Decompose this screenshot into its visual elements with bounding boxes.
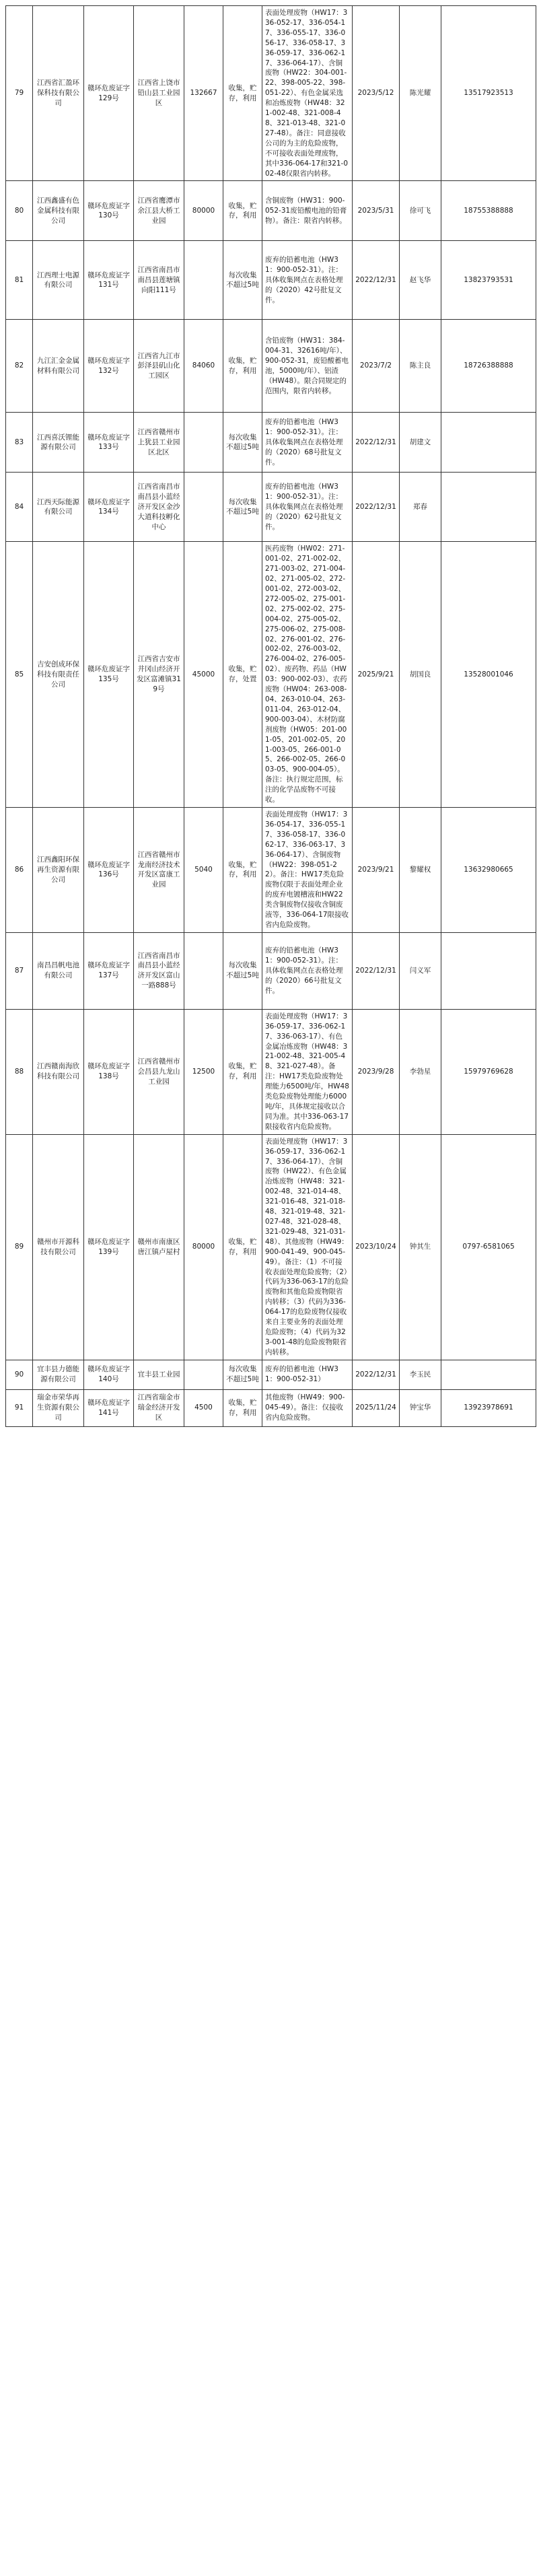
contact-phone <box>441 1360 536 1389</box>
table-row <box>6 473 536 542</box>
company-name: 江西鑫盛有色金属科技有限公司 <box>33 181 84 241</box>
capacity-value: 80000 <box>184 1134 223 1360</box>
waste-categories: 废弃的铅蓄电池（HW31：900-052-31）。注：具体收集网点在表格处理的（2020）68号批复文件。 <box>262 413 353 473</box>
contact-person: 郑春 <box>400 473 441 542</box>
table-row <box>6 1389 536 1426</box>
contact-phone: 13632980665 <box>441 807 536 932</box>
company-name: 江西天际能源有限公司 <box>33 473 84 542</box>
company-name: 吉安创成环保科技有限责任公司 <box>33 542 84 808</box>
contact-person: 陈主良 <box>400 320 441 413</box>
contact-phone <box>441 413 536 473</box>
valid-date: 2022/12/31 <box>353 241 400 320</box>
capacity-value <box>184 241 223 320</box>
table-row <box>6 181 536 241</box>
company-address: 江西省赣州市龙南经济技术开发区富康工业园 <box>134 807 184 932</box>
valid-date: 2023/9/28 <box>353 1009 400 1134</box>
company-name: 赣州市开源科技有限公司 <box>33 1134 84 1360</box>
contact-person: 李玉民 <box>400 1360 441 1389</box>
capacity-value: 84060 <box>184 320 223 413</box>
operation-mode: 收集，贮存，利用 <box>223 1134 262 1360</box>
contact-phone <box>441 932 536 1009</box>
company-name: 南昌昌帆电池有限公司 <box>33 932 84 1009</box>
company-address: 江西省赣州市会昌县九龙山工业园 <box>134 1009 184 1134</box>
capacity-value: 12500 <box>184 1009 223 1134</box>
valid-date: 2022/12/31 <box>353 413 400 473</box>
permit-number: 赣环危废证字139号 <box>84 1134 134 1360</box>
contact-person: 徐可飞 <box>400 181 441 241</box>
contact-person: 陈光耀 <box>400 6 441 181</box>
operation-mode: 每次收集不超过5吨 <box>223 413 262 473</box>
operation-mode: 每次收集不超过5吨 <box>223 473 262 542</box>
permit-number: 赣环危废证字132号 <box>84 320 134 413</box>
operation-mode: 收集，贮存，处置 <box>223 542 262 808</box>
contact-phone <box>441 473 536 542</box>
permit-number: 赣环危废证字133号 <box>84 413 134 473</box>
operation-mode: 收集，贮存，利用 <box>223 1009 262 1134</box>
permit-number: 赣环危废证字135号 <box>84 542 134 808</box>
company-address: 江西省上饶市铅山县工业园区 <box>134 6 184 181</box>
company-address: 宜丰县工业园 <box>134 1360 184 1389</box>
capacity-value: 5040 <box>184 807 223 932</box>
contact-phone: 0797-6581065 <box>441 1134 536 1360</box>
waste-categories: 废弃的铅蓄电池（HW31：900-052-31）。注：具体收集网点在表格处理的（2020）66号批复文件。 <box>262 932 353 1009</box>
operation-mode: 每次收集不超过5吨 <box>223 241 262 320</box>
company-name: 江西赣南海欣科技有限公司 <box>33 1009 84 1134</box>
capacity-value: 132667 <box>184 6 223 181</box>
company-name: 江西喜沃锂能源有限公司 <box>33 413 84 473</box>
waste-categories: 含铅废物（HW31：384-004-31、32616吨/年）、900-052-31，废铅酸蓄电池，5000吨/年）、铝渣（HW48）。限合同规定的范围内，限省内转移。 <box>262 320 353 413</box>
row-number: 81 <box>6 241 33 320</box>
row-number: 86 <box>6 807 33 932</box>
table-row <box>6 6 536 181</box>
operation-mode: 收集，贮存，利用 <box>223 807 262 932</box>
waste-categories: 医药废物（HW02：271-001-02、271-002-02、271-003-02、271-004-02、271-005-02、272-001-02、272-003-02、272-005-02、275-001-02、275-002-02、275-004-02、275-005-02、275-006-02、275-008-02、276-001-02、276-002-02、276-003-02、276-004-02、276-005-02）、废药物、药品（HW03：900-002-03）、农药废物（HW04：263-008-04、263-010-04、263-011-04、263-012-04、900-003-04）、木材防腐剂废物（HW05：201-001-05、201-002-05、201-003-05、266-001-05、266-002-05、266-003-05、900-004-05）。备注：执行规定范围，标注的化学品废物不可接收。 <box>262 542 353 808</box>
contact-person: 黎耀权 <box>400 807 441 932</box>
operation-mode: 每次收集不超过5吨 <box>223 1360 262 1389</box>
table-row <box>6 932 536 1009</box>
company-name: 宜丰县力德能源有限公司 <box>33 1360 84 1389</box>
contact-person: 钟其生 <box>400 1134 441 1360</box>
company-address: 江西省南昌市南昌县小蓝经济开发区金沙大道科技孵化中心 <box>134 473 184 542</box>
valid-date: 2023/10/24 <box>353 1134 400 1360</box>
company-name: 江西理士电源有限公司 <box>33 241 84 320</box>
contact-phone: 18755388888 <box>441 181 536 241</box>
table-row <box>6 542 536 808</box>
capacity-value: 80000 <box>184 181 223 241</box>
row-number: 90 <box>6 1360 33 1389</box>
operation-mode: 收集，贮存，利用 <box>223 6 262 181</box>
company-name: 江西鑫阳环保再生资源有限公司 <box>33 807 84 932</box>
contact-person: 赵飞华 <box>400 241 441 320</box>
waste-categories: 表面处理废物（HW17：336-052-17、336-054-17、336-055-17、336-056-17、336-058-17、336-059-17、336-062-17、336-064-17）、含铜废物（HW22：304-001-22、398-005-22、398-051-22）、有色金属采选和冶炼废物（HW48：321-002-48、321-008-48、321-013-48、321-027-48）。备注：同意接收公司的为主的危险废物，不可接收表面处理废物，其中336-064-17和321-002-48仅限省内转移。 <box>262 6 353 181</box>
table-row <box>6 413 536 473</box>
permit-number: 赣环危废证字130号 <box>84 181 134 241</box>
valid-date: 2022/12/31 <box>353 1360 400 1389</box>
waste-categories: 废弃的铅蓄电池（HW31：900-052-31） <box>262 1360 353 1389</box>
table-body <box>6 6 536 1427</box>
contact-phone: 13528001046 <box>441 542 536 808</box>
company-address: 江西省南昌市南昌县莲塘镇向阳111号 <box>134 241 184 320</box>
table-row <box>6 1360 536 1389</box>
row-number: 87 <box>6 932 33 1009</box>
row-number: 91 <box>6 1389 33 1426</box>
contact-phone: 13923978691 <box>441 1389 536 1426</box>
permit-number: 赣环危废证字131号 <box>84 241 134 320</box>
company-address: 江西省九江市彭泽县矶山化工园区 <box>134 320 184 413</box>
waste-categories: 表面处理废物（HW17：336-054-17、336-055-17、336-058-17、336-062-17、336-063-17、336-064-17）、含铜废物（HW22：398-051-22）。备注：HW17类危险废物仅限于表面处理企业的废弃电镀槽液和HW22类含铜废物仅接收含铜废液等，336-064-17限接收省内危险废物。 <box>262 807 353 932</box>
row-number: 88 <box>6 1009 33 1134</box>
permit-number: 赣环危废证字138号 <box>84 1009 134 1134</box>
contact-person: 闫义军 <box>400 932 441 1009</box>
contact-person: 胡国良 <box>400 542 441 808</box>
table-row <box>6 241 536 320</box>
waste-categories: 表面处理废物（HW17：336-059-17、336-062-17、336-064-17）、含铜废物（HW22）、有色金属冶炼废物（HW48：321-002-48、321-014-48、321-016-48、321-018-48、321-019-48、321-027-48、321-028-48、321-029-48、321-031-48）、其他废物（HW49：900-041-49、900-045-49）。备注：（1）不可接收表面处理危险废物；（2）代码为336-063-17的危险废物和其他危险废物限省内转移；（3）代码为336-064-17的危险废物仅接收来自主要业务的表面处理危险废物；（4）代码为323-001-48的危险废物限省内转移。 <box>262 1134 353 1360</box>
row-number: 82 <box>6 320 33 413</box>
company-name: 江西省汇盈环保科技有限公司 <box>33 6 84 181</box>
capacity-value <box>184 413 223 473</box>
valid-date: 2025/11/24 <box>353 1389 400 1426</box>
operation-mode: 收集，贮存，利用 <box>223 1389 262 1426</box>
valid-date: 2022/12/31 <box>353 473 400 542</box>
company-address: 江西省鹰潭市余江县大桥工业园 <box>134 181 184 241</box>
company-name: 瑞金市荣华再生资源有限公司 <box>33 1389 84 1426</box>
valid-date: 2023/5/12 <box>353 6 400 181</box>
row-number: 79 <box>6 6 33 181</box>
valid-date: 2023/7/2 <box>353 320 400 413</box>
company-address: 赣州市南康区唐江镇卢屋村 <box>134 1134 184 1360</box>
table-row <box>6 1134 536 1360</box>
contact-person: 钟宝华 <box>400 1389 441 1426</box>
capacity-value <box>184 473 223 542</box>
capacity-value: 4500 <box>184 1389 223 1426</box>
company-name: 九江汇金金属材料有限公司 <box>33 320 84 413</box>
row-number: 84 <box>6 473 33 542</box>
waste-categories: 废弃的铅蓄电池（HW31：900-052-31）。注：具体收集网点在表格处理的（2020）42号批复文件。 <box>262 241 353 320</box>
table-row <box>6 1009 536 1134</box>
valid-date: 2025/9/21 <box>353 542 400 808</box>
contact-person: 李勃星 <box>400 1009 441 1134</box>
operation-mode: 每次收集不超过5吨 <box>223 932 262 1009</box>
permit-number: 赣环危废证字134号 <box>84 473 134 542</box>
operation-mode: 收集，贮存，利用 <box>223 320 262 413</box>
row-number: 85 <box>6 542 33 808</box>
permit-number: 赣环危废证字140号 <box>84 1360 134 1389</box>
row-number: 83 <box>6 413 33 473</box>
valid-date: 2023/9/21 <box>353 807 400 932</box>
company-address: 江西省南昌市南昌县小蓝经济开发区富山一路888号 <box>134 932 184 1009</box>
contact-phone: 13823793531 <box>441 241 536 320</box>
capacity-value <box>184 932 223 1009</box>
capacity-value: 45000 <box>184 542 223 808</box>
row-number: 89 <box>6 1134 33 1360</box>
permit-number: 赣环危废证字129号 <box>84 6 134 181</box>
company-address: 江西省吉安市井冈山经济开发区富滩镇319号 <box>134 542 184 808</box>
waste-categories: 含铜废物（HW31：900-052-31废铅酸电池的铅膏物）。备注：限省内转移。 <box>262 181 353 241</box>
capacity-value <box>184 1360 223 1389</box>
waste-categories: 其他废物（HW49：900-045-49）。备注：仅接收省内危险废物。 <box>262 1389 353 1426</box>
contact-person: 胡建文 <box>400 413 441 473</box>
company-address: 江西省瑞金市瑞金经济开发区 <box>134 1389 184 1426</box>
contact-phone: 13517923513 <box>441 6 536 181</box>
valid-date: 2023/5/31 <box>353 181 400 241</box>
waste-categories: 表面处理废物（HW17：336-059-17、336-062-17、336-063-17）、有色金属冶炼废物（HW48：321-002-48、321-005-48、321-027-48）。备注：HW17类危险废物处理能力6500吨/年，HW48类危险废物处理能力6000吨/年，具体规定接收以合同为准。其中336-063-17限接收省内危险废物。 <box>262 1009 353 1134</box>
company-address: 江西省赣州市上犹县工业园区北区 <box>134 413 184 473</box>
table-row <box>6 320 536 413</box>
permit-table <box>5 5 536 1427</box>
waste-categories: 废弃的铅蓄电池（HW31：900-052-31）。注：具体收集网点在表格处理的（2020）62号批复文件。 <box>262 473 353 542</box>
table-row <box>6 807 536 932</box>
permit-number: 赣环危废证字141号 <box>84 1389 134 1426</box>
operation-mode: 收集，贮存，利用 <box>223 181 262 241</box>
row-number: 80 <box>6 181 33 241</box>
permit-number: 赣环危废证字137号 <box>84 932 134 1009</box>
permit-number: 赣环危废证字136号 <box>84 807 134 932</box>
contact-phone: 18726388888 <box>441 320 536 413</box>
contact-phone: 15979769628 <box>441 1009 536 1134</box>
valid-date: 2022/12/31 <box>353 932 400 1009</box>
